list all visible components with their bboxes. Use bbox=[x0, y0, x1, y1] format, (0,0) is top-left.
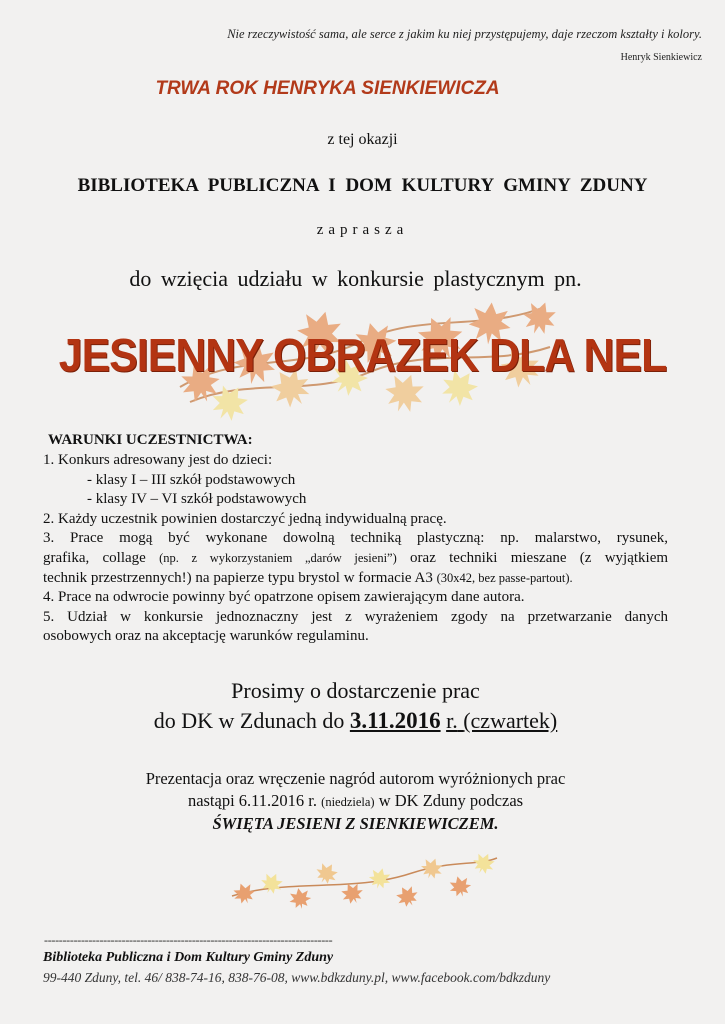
footer-contact: 99-440 Zduny, tel. 46/ 838-74-16, 838-76-08, www.bdkzduny.pl, www.facebook.com/bdkzduny bbox=[43, 970, 551, 985]
contest-title: JESIENNY OBRAZEK DLA NEL bbox=[58, 329, 667, 381]
presentation-line1: Prezentacja oraz wręczenie nagród autorom wyróżnionych prac bbox=[145, 769, 566, 788]
delivery-r: r. bbox=[446, 708, 458, 733]
condition-item-4: 4. Prace na odwrocie powinny być opatrzone opisem zawierającym dane autora. bbox=[43, 589, 525, 606]
delivery-day: (czwartek) bbox=[463, 708, 558, 733]
condition-item-5-line2: osobowych oraz na akceptację warunków regulaminu. bbox=[43, 628, 369, 645]
occasion-text: z tej okazji bbox=[327, 131, 398, 148]
condition-item-5-line1: 5. Udział w konkursie jednoznaczny jest z wyrażeniem zgody na przetwarzanie danych bbox=[43, 608, 668, 625]
delivery-line1: Prosimy o dostarczenie prac bbox=[231, 678, 480, 703]
conditions-list bbox=[43, 451, 668, 647]
year-title: TRWA ROK HENRYKA SIENKIEWICZA bbox=[155, 78, 500, 99]
condition-item-3-text-a: grafika, collage bbox=[43, 549, 146, 566]
condition-item-1b: - klasy IV – VI szkół podstawowych bbox=[87, 491, 307, 508]
autumn-leaves-icon bbox=[222, 848, 502, 912]
condition-item-1a: - klasy I – III szkół podstawowych bbox=[87, 471, 296, 488]
condition-item-3-line3 bbox=[43, 569, 668, 589]
delivery-line2 bbox=[0, 706, 711, 736]
invites-text: zaprasza bbox=[316, 222, 409, 238]
presentation-day: (niedziela) bbox=[321, 795, 375, 809]
condition-item-3-text-c: technik przestrzennych!) na papierze typu brystol w formacie A3 bbox=[43, 569, 433, 586]
delivery-info bbox=[0, 676, 725, 736]
quote: Nie rzeczywistość sama, ale serce z jakim ku niej przystępujemy, daje rzeczom kształty i kolory. bbox=[227, 27, 702, 41]
presentation-line2 bbox=[0, 790, 711, 813]
presentation-place: w DK Zduny podczas bbox=[378, 791, 524, 810]
condition-item-1: 1. Konkurs adresowany jest do dzieci: bbox=[43, 452, 273, 468]
presentation-info bbox=[0, 768, 725, 835]
delivery-date: 3.11.2016 bbox=[349, 708, 441, 733]
conditions-title: WARUNKI UCZESTNICTWA: bbox=[48, 432, 253, 448]
presentation-date: nastąpi 6.11.2016 r. bbox=[187, 791, 318, 810]
festival-name: ŚWIĘTA JESIENI Z SIENKIEWICZEM. bbox=[212, 814, 499, 833]
condition-item-3-note: (np. z wykorzystaniem „darów jesieni”) bbox=[159, 550, 397, 565]
organizer-name: BIBLIOTEKA PUBLICZNA I DOM KULTURY GMINY ZDUNY bbox=[77, 175, 648, 196]
participate-text: do wzięcia udziału w konkursie plastycznym pn. bbox=[129, 266, 582, 291]
condition-item-3-line2 bbox=[43, 549, 668, 569]
condition-item-2: 2. Każdy uczestnik powinien dostarczyć jedną indywidualną pracę. bbox=[43, 510, 447, 527]
footer-separator: ------------------------------------------------------------------------------ bbox=[44, 933, 333, 947]
condition-item-3-format: (30x42, bez passe-partout). bbox=[436, 570, 573, 585]
quote-author: Henryk Sienkiewicz bbox=[620, 52, 702, 63]
delivery-place: do DK w Zdunach do bbox=[153, 708, 345, 733]
condition-item-3-line1: 3. Prace mogą być wykonane dowolną techniką plastyczną: np. malarstwo, rysunek, bbox=[43, 530, 668, 547]
condition-item-3-text-b: oraz techniki mieszane (z wyjątkiem bbox=[410, 549, 669, 566]
footer-organization: Biblioteka Publiczna i Dom Kultury Gminy Zduny bbox=[43, 950, 334, 965]
